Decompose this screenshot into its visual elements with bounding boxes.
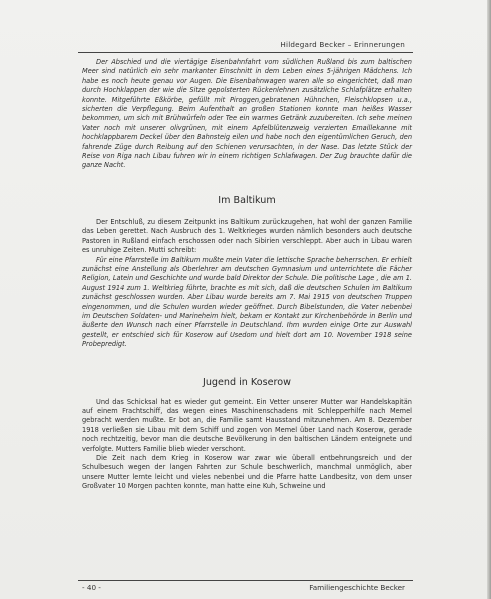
paragraph-decision: Der Entschluß, zu diesem Zeitpunkt ins Baltikum zurückzugehen, hat wohl der ganzen Familie das Leben gerettet. Nach Ausbruch des 1. Weltkrieges wurden nämlich besonders auch deutsche Pastoren in Rußland einfach erschossen oder nach Sibirien verschleppt. Aber auch in Libau waren es unruhige Zeiten. Mutti schreibt: bbox=[82, 217, 412, 255]
book-title: Familiengeschichte Becker bbox=[309, 583, 405, 592]
heading-im-baltikum: Im Baltikum bbox=[218, 194, 276, 206]
heading-jugend-in-koserow: Jugend in Koserow bbox=[203, 376, 291, 388]
header-rule bbox=[78, 52, 413, 53]
paragraph-fate: Und das Schicksal hat es wieder gut gemeint. Ein Vetter unserer Mutter war Handelskapitän auf einem Frachtschiff, das wegen eines Maschinenschadens mit Schlepperhilfe nach Memel gebracht werden mußte. Er bot an, die Familie samt Hausstand mitzunehmen. Am 8. Dezember 1918 verließen sie Libau mit dem Schiff und zogen von Memel über Land nach Koserow, gerade noch rechtzeitig, bevor man die deutsche Bevölkerung in den baltischen Ländern enteignete und verfolgte. Mutters Familie blieb wieder verschont. bbox=[82, 397, 412, 453]
paragraph-quote-mutti: Für eine Pfarrstelle im Baltikum mußte mein Vater die lettische Sprache beherrschen. Er erhielt zunächst eine Anstellung als Oberlehrer am deutschen Gymnasium und unterrichtete die Fächer Religion, Latein und Geschichte und wurde bald Direktor der Schule. Die politische Lage , die am 1. August 1914 zum 1. Weltkrieg führte, brachte es mit sich, daß die deutschen Schulen im Baltikum zunächst geschlossen wurden. Aber Libau wurde bereits am 7. Mai 1915 von deutschen Truppen eingenommen, und die Schulen wurden wieder geöffnet. Durch Bibelstunden, die Vater nebenbei im Deutschen Soldaten- und Marineheim hielt, bekam er Kontakt zur Kirchenbehörde in Berlin und äußerte den Wunsch nach einer Pfarrstelle in Deutschland. Ihm wurden einige Orte zur Auswahl gestellt, er entschied sich für Koserow auf Usedom und hielt dort am 10. November 1918 seine Probepredigt. bbox=[82, 255, 412, 349]
running-title: Hildegard Becker – Erinnerungen bbox=[280, 40, 405, 49]
paragraph-postwar: Die Zeit nach dem Krieg in Koserow war zwar wie überall entbehrungsreich und der Schulbesuch wegen der langen Fahrten zur Schule beschwerlich, manchmal unmöglich, aber unsere Mutter lernte leicht und vieles nebenbei und die Pfarre hatte Landbesitz, von dem unser Großvater 10 Morgen pachten konnte, man hatte eine Kuh, Schweine und bbox=[82, 454, 412, 491]
page-footer bbox=[78, 580, 413, 594]
running-header bbox=[78, 40, 413, 54]
footer-rule bbox=[78, 580, 413, 581]
paragraph-journey: Der Abschied und die viertägige Eisenbahnfahrt vom südlichen Rußland bis zum baltischen Meer sind natürlich ein sehr markanter Einschnitt in dem Leben eines 5-jährigen Mädchens. Ich habe es noch heute genau vor Augen. Die Eisenbahnwagen waren alle so eingerichtet, daß man durch Hochklappen der wie die Sitze gepolsterten Rückenlehnen zusätzliche Schlafplätze erhalten konnte. Mitgeführte Eßkörbe, gefüllt mit Piroggen,gebratenen Hühnchen, Fleischklopsen u.a., sicherten die Verpflegung. Beim Aufenthalt an großen Stationen konnte man heißes Wasser bekommen, um sich mit Brühwürfeln oder Tee ein warmes Getränk zuzubereiten. Ich sehe meinen Vater noch mit unserer olivgrünen, mit einem Apfelblütenzweig verzierten Emaillekanne mit hochklappbarem Deckel über den Bahnsteig eilen und habe noch den eigentümlichen Geruch, den fahrende Züge durch Reibung auf den Schienen verursachten, in der Nase. Das letzte Stück der Reise von Riga nach Libau fuhren wir in einem richtigen Schlafwagen. Der Zug brauchte dafür die ganze Nacht. bbox=[82, 58, 412, 170]
page-body bbox=[82, 58, 412, 492]
page-number: - 40 - bbox=[82, 583, 101, 592]
page-edge bbox=[487, 0, 491, 599]
